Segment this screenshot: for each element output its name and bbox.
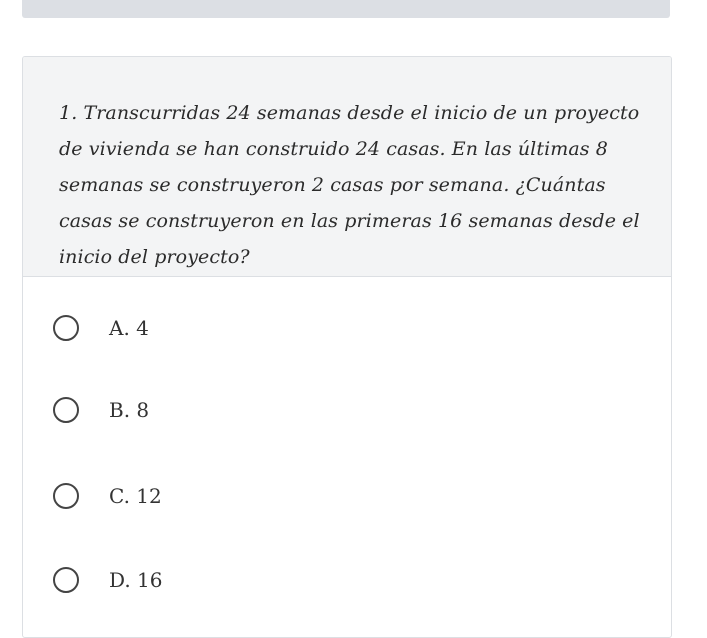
question-area (23, 57, 671, 277)
radio-button-d[interactable] (53, 567, 79, 593)
option-b[interactable] (53, 397, 149, 423)
option-c-label: C. 12 (109, 484, 162, 508)
question-card (22, 56, 672, 638)
option-d-label: D. 16 (109, 568, 163, 592)
radio-button-a[interactable] (53, 315, 79, 341)
option-a-label: A. 4 (109, 316, 149, 340)
radio-button-c[interactable] (53, 483, 79, 509)
radio-button-b[interactable] (53, 397, 79, 423)
question-text: 1. Transcurridas 24 semanas desde el inicio de un proyecto de vivienda se han construido 24 casas. En las últimas 8 semanas se construyeron 2 casas por semana. ¿Cuántas casas se construyeron en las primeras 16 semanas desde el inicio del proyecto? (59, 102, 640, 268)
top-bar (22, 0, 670, 18)
option-a[interactable] (53, 315, 149, 341)
option-c[interactable] (53, 483, 162, 509)
option-d[interactable] (53, 567, 163, 593)
option-b-label: B. 8 (109, 398, 150, 422)
